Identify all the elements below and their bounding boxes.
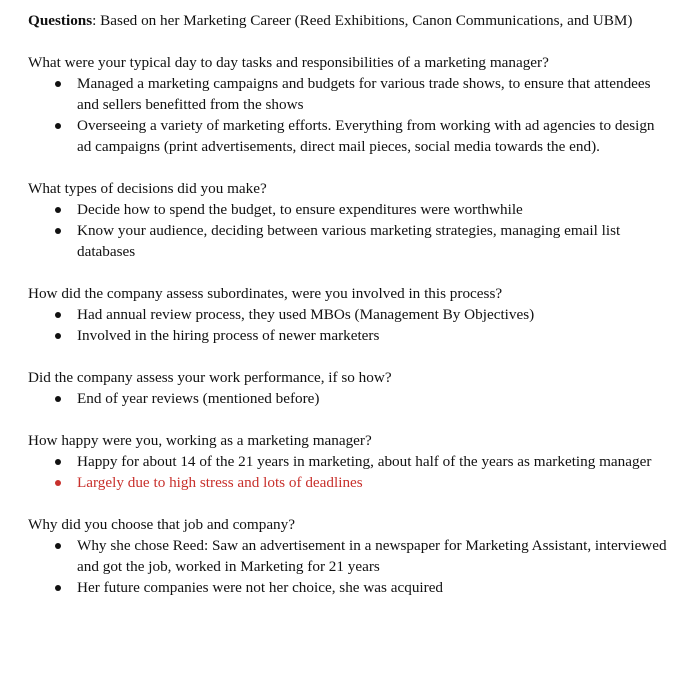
answer-item <box>28 115 668 157</box>
intro-text: : Based on her Marketing Career (Reed Exhibitions, Canon Communications, and UBM) <box>92 12 633 29</box>
bullet-icon <box>55 312 61 318</box>
answer-list <box>28 73 668 157</box>
question: What types of decisions did you make? <box>28 180 267 197</box>
question: What were your typical day to day tasks and responsibilities of a marketing manager? <box>28 54 549 71</box>
answer-item <box>28 535 668 577</box>
intro-lead: Questions <box>28 12 93 29</box>
answer-item <box>28 220 668 262</box>
answer-item <box>28 388 668 409</box>
answer-text: Know your audience, deciding between various marketing strategies, managing email list databases <box>77 222 621 260</box>
bullet-icon <box>55 228 61 234</box>
document-page <box>28 10 668 598</box>
answer-list <box>28 199 668 262</box>
answer-text: Overseeing a variety of marketing efforts. Everything from working with ad agencies to design ad campaigns (print advertisements, direct mail pieces, social media towards the end). <box>77 117 655 155</box>
bullet-icon <box>55 333 61 339</box>
question: Why did you choose that job and company? <box>28 516 295 533</box>
qa-section-job-choice <box>28 514 668 598</box>
answer-text: Largely due to high stress and lots of deadlines <box>77 474 363 491</box>
bullet-icon <box>55 81 61 87</box>
bullet-icon <box>55 480 61 486</box>
bullet-icon <box>55 585 61 591</box>
qa-section-subordinates <box>28 283 668 346</box>
qa-section-happiness <box>28 430 668 493</box>
answer-item <box>28 199 668 220</box>
answer-item <box>28 325 668 346</box>
answer-text: Happy for about 14 of the 21 years in marketing, about half of the years as marketing manager <box>77 453 652 470</box>
answer-list <box>28 451 668 493</box>
answer-item-highlighted <box>28 472 668 493</box>
answer-text: End of year reviews (mentioned before) <box>77 390 320 407</box>
answer-text: Involved in the hiring process of newer marketers <box>77 327 380 344</box>
answer-item <box>28 304 668 325</box>
answer-list <box>28 304 668 346</box>
question: How did the company assess subordinates, were you involved in this process? <box>28 285 503 302</box>
question: Did the company assess your work performance, if so how? <box>28 369 392 386</box>
answer-list <box>28 535 668 598</box>
bullet-icon <box>55 543 61 549</box>
document-intro <box>28 10 668 31</box>
bullet-icon <box>55 459 61 465</box>
qa-section-performance <box>28 367 668 409</box>
bullet-icon <box>55 396 61 402</box>
answer-item <box>28 73 668 115</box>
qa-section-tasks <box>28 52 668 157</box>
answer-text: Decide how to spend the budget, to ensure expenditures were worthwhile <box>77 201 523 218</box>
answer-text: Why she chose Reed: Saw an advertisement in a newspaper for Marketing Assistant, interviewed and got the job, worked in Marketing for 21 years <box>77 537 667 575</box>
answer-text: Managed a marketing campaigns and budgets for various trade shows, to ensure that attendees and sellers benefitted from the shows <box>77 75 651 113</box>
qa-section-decisions <box>28 178 668 262</box>
answer-text: Had annual review process, they used MBOs (Management By Objectives) <box>77 306 535 323</box>
bullet-icon <box>55 207 61 213</box>
answer-item <box>28 577 668 598</box>
question: How happy were you, working as a marketing manager? <box>28 432 372 449</box>
answer-list <box>28 388 668 409</box>
answer-item <box>28 451 668 472</box>
answer-text: Her future companies were not her choice, she was acquired <box>77 579 444 596</box>
bullet-icon <box>55 123 61 129</box>
